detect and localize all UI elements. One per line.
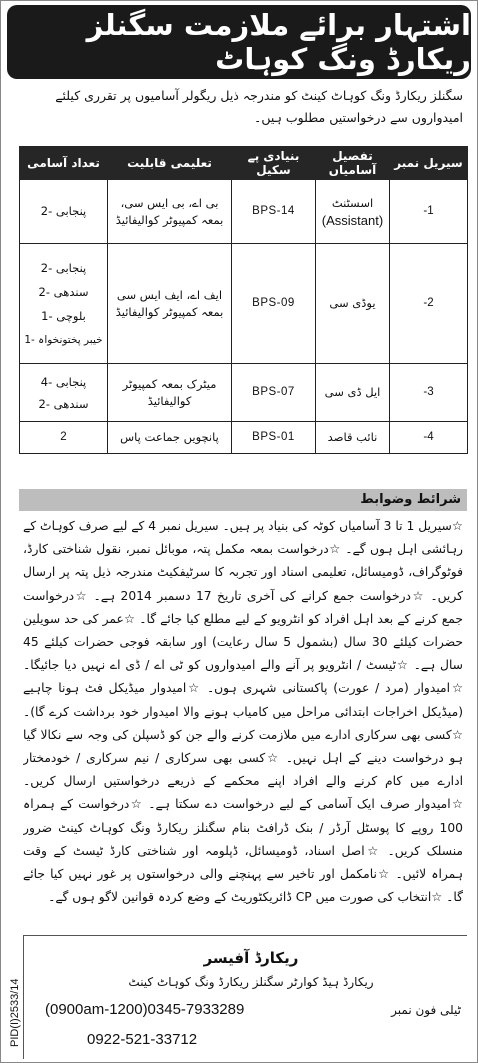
serial-cell: -3 — [390, 364, 468, 422]
count-cell — [20, 244, 108, 364]
footer-divider — [23, 935, 467, 936]
header-count: تعداد آسامی — [20, 147, 108, 180]
serial-cell: -2 — [390, 244, 468, 364]
conditions-heading: شرائط وضوابط — [19, 489, 467, 511]
table-row — [20, 244, 468, 364]
officer-title: ریکارڈ آفیسر — [203, 949, 299, 967]
post-cell: نائب قاصد — [316, 422, 390, 454]
conditions-text: ☆سیریل 1 تا 3 آسامیاں کوٹہ کی بنیاد پر ہیں۔ سیریل نمبر 4 کے لیے صرف کوہاٹ کے رہائشی اہل ہوں گے۔ ☆درخواست بمعہ مکمل پتہ، موبائل نمبر، نقول شناختی کارڈ، فوٹوگراف، ڈومیسائل، تعلیمی اسناد اور تجربہ کا سرٹیفکیٹ مندرجہ ذیل پتہ پر ارسال کریں۔ ☆درخواست جمع کرانے کی آخری تاریخ 17 دسمبر 2014 ہے۔ ☆درخواست جمع کرنے کے بعد اہل افراد کو انٹرویو کے لیے مطلع کیا جائے گا۔ ☆عمر کی حد سویلین حضرات کیلئے 30 سال (بشمول 5 سال رعایت) اور سابقہ فوجی حضرات کیلئے 45 سال ہے۔ ☆ٹیسٹ / انٹرویو پر آنے والے امیدواروں کو ٹی اے / ڈی اے نہیں دیا جائیگا۔ ☆امیدوار (مرد / عورت) پاکستانی شہری ہوں۔ ☆امیدوار میڈیکل فٹ ہونا چاہیے (میڈیکل اخراجات ابتدائی مراحل میں کامیاب ہونے والا امیدوار خود برداشت کرے گا)۔ ☆کسی بھی سرکاری ادارے میں ملازمت کرنے والے جن کو ڈسپلن کی وجہ سے نکالا گیا ہو درخواست دینے کے اہل نہیں۔ ☆کسی بھی سرکاری / نیم سرکاری / خودمختار ادارے میں کام کرنے والے افراد اپنے محکمے کے ذریعے درخواستیں ارسال کریں۔ ☆امیدوار صرف ایک آسامی کے لیے درخواست دے سکتا ہے۔ ☆درخواست کے ہمراہ 100 روپے کا پوسٹل آرڈر / بنک ڈرافٹ بنام سگنلز ریکارڈ ونگ کوہاٹ کینٹ ضرور منسلک کریں۔ ☆اصل اسناد، ڈومیسائل، ڈپلومہ اور شناختی کارڈ ٹیسٹ کے وقت ہمراہ لائیں۔ ☆نامکمل اور تاخیر سے پہنچنے والی درخواستوں پر غور نہیں کیا جائے گا۔ ☆انتخاب کی صورت میں CP ڈائریکٹوریٹ کے وضع کردہ قوانین لاگو ہوں گے۔ — [23, 519, 463, 905]
post-cell: ایل ڈی سی — [316, 364, 390, 422]
table-row — [20, 422, 468, 454]
scale-cell: BPS-09 — [232, 244, 316, 364]
serial-cell: -4 — [390, 422, 468, 454]
pid-code: PID(I)2533/14 — [9, 978, 21, 1047]
count-item: سندھی -2 — [38, 396, 89, 411]
table-row — [20, 364, 468, 422]
post-title: اسسٹنٹ — [331, 195, 374, 210]
header-serial: سیریل نمبر — [390, 147, 468, 180]
count-item: بلوچی -1 — [41, 308, 86, 323]
header-qualification: تعلیمی قابلیت — [108, 147, 232, 180]
scale-cell: BPS-14 — [232, 180, 316, 244]
qualification-cell: میٹرک بمعہ کمپیوٹر کوالیفائیڈ — [108, 364, 232, 422]
count-item: سندھی -2 — [38, 284, 89, 299]
intro-paragraph: سگنلز ریکارڈ ونگ کوہاٹ کینٹ کو مندرجہ ذیل ریگولر آسامیوں پر تقرری کیلئے امیدواروں سے درخواستیں مطلوب ہیں۔ — [55, 88, 463, 125]
scale-cell: BPS-07 — [232, 364, 316, 422]
qualification-cell: ایف اے، ایف ایس سی بمعہ کمپیوٹر کوالیفائیڈ — [108, 244, 232, 364]
count-cell: 2 — [20, 422, 108, 454]
count-cell — [20, 180, 108, 244]
table-header-row — [20, 147, 468, 180]
scale-cell: BPS-01 — [232, 422, 316, 454]
count-cell — [20, 364, 108, 422]
phone-mobile: (0900am-1200)0345-7933289 — [45, 1001, 245, 1018]
office-address: ریکارڈ ہیڈ کوارٹر سگنلز ریکارڈ ونگ کوہاٹ کینٹ — [128, 975, 374, 989]
post-title-english: (Assistant) — [321, 212, 384, 228]
footer-side-divider — [23, 935, 24, 1059]
phone-row — [31, 1001, 461, 1023]
count-item: پنجابی -2 — [40, 204, 87, 218]
phone-label: ٹیلی فون نمبر — [391, 1003, 461, 1017]
table-row — [20, 180, 468, 244]
post-cell: یوڈی سی — [316, 244, 390, 364]
post-cell — [316, 180, 390, 244]
advertisement-title: اشتہار برائے ملازمت سگنلز ریکارڈ ونگ کوہاٹ — [7, 5, 471, 79]
vacancies-table — [19, 146, 468, 454]
serial-cell: -1 — [390, 180, 468, 244]
phone-landline: 0922-521-33712 — [87, 1031, 198, 1048]
header-post: تفصیل آسامیاں — [316, 147, 390, 180]
count-item: خیبر پختونخواہ -1 — [24, 333, 103, 346]
count-item: پنجابی -2 — [40, 260, 87, 275]
header-scale: بنیادی پے سکیل — [232, 147, 316, 180]
count-item: پنجابی -4 — [40, 374, 87, 389]
qualification-cell: پانچویں جماعت پاس — [108, 422, 232, 454]
qualification-cell: بی اے، بی ایس سی، بمعہ کمپیوٹر کوالیفائیڈ — [108, 180, 232, 244]
